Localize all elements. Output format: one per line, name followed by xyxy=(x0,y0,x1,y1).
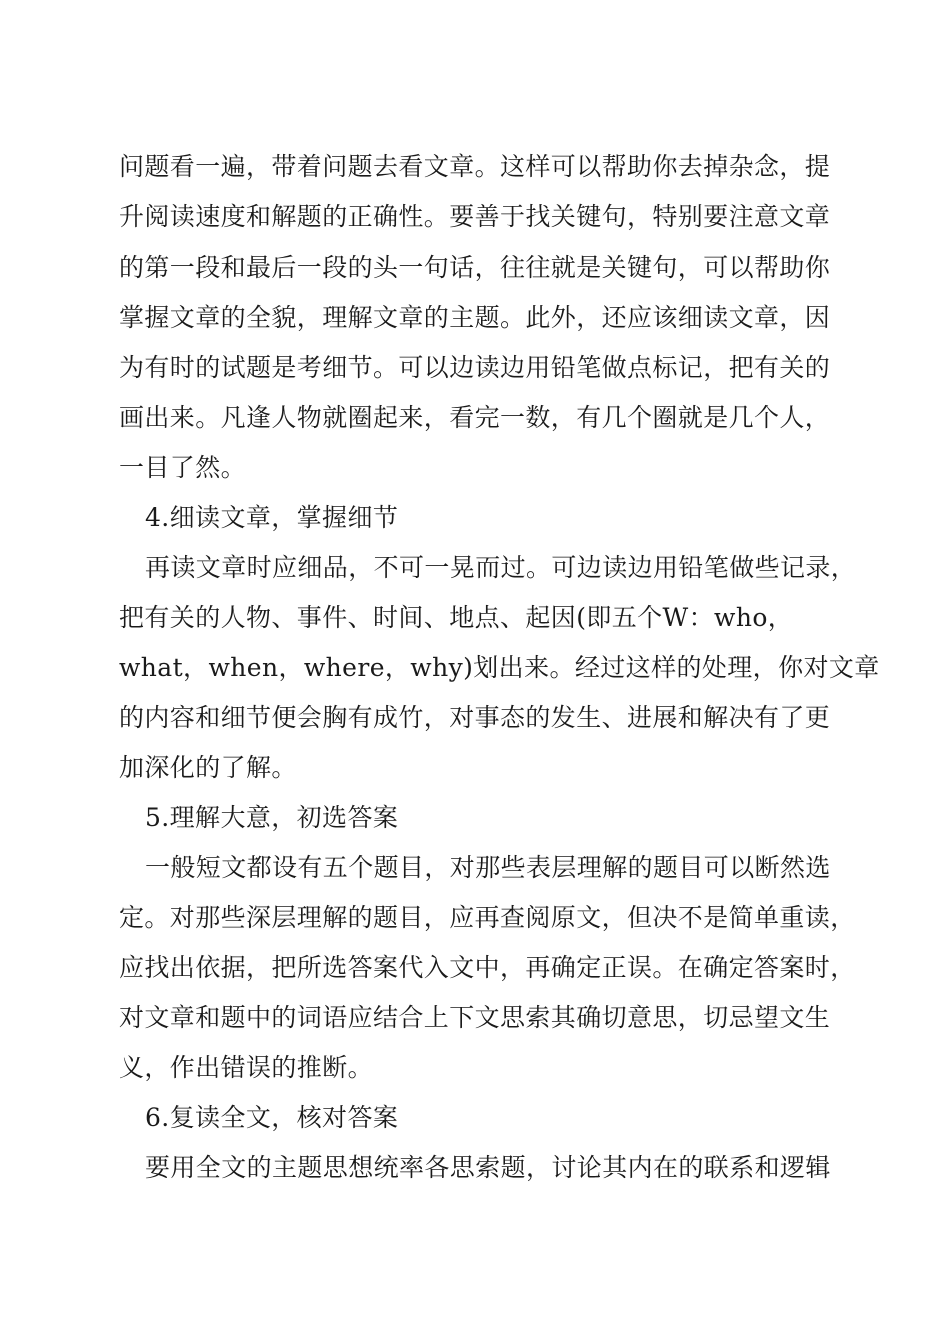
section-heading: 4.细读文章，掌握细节 xyxy=(145,503,399,532)
paragraph-line: 一目了然。 xyxy=(119,453,247,482)
paragraph-line: what，when，where，why)划出来。经过这样的处理，你对文章 xyxy=(119,653,880,682)
paragraph-line: 画出来。凡逢人物就圈起来，看完一数，有几个圈就是几个人， xyxy=(119,403,831,432)
paragraph-line: 的第一段和最后一段的头一句话，往往就是关键句，可以帮助你 xyxy=(119,253,831,282)
section-heading: 6.复读全文，核对答案 xyxy=(145,1103,399,1132)
paragraph-line: 升阅读速度和解题的正确性。要善于找关键句，特别要注意文章 xyxy=(119,202,831,231)
paragraph-line: 对文章和题中的词语应结合上下文思索其确切意思，切忌望文生 xyxy=(119,1003,831,1032)
paragraph-line: 定。对那些深层理解的题目，应再查阅原文，但决不是简单重读， xyxy=(119,903,856,932)
paragraph-line: 应找出依据，把所选答案代入文中，再确定正误。在确定答案时， xyxy=(119,953,856,982)
paragraph-line: 的内容和细节便会胸有成竹，对事态的发生、进展和解决有了更 xyxy=(119,703,831,732)
paragraph-line: 问题看一遍，带着问题去看文章。这样可以帮助你去掉杂念，提 xyxy=(119,152,831,181)
paragraph-line: 为有时的试题是考细节。可以边读边用铅笔做点标记，把有关的 xyxy=(119,353,831,382)
section-heading: 5.理解大意，初选答案 xyxy=(145,803,399,832)
paragraph-line: 要用全文的主题思想统率各思索题，讨论其内在的联系和逻辑 xyxy=(145,1153,831,1182)
paragraph-line: 把有关的人物、事件、时间、地点、起因(即五个W：who， xyxy=(119,603,794,632)
paragraph-line: 一般短文都设有五个题目，对那些表层理解的题目可以断然选 xyxy=(145,853,831,882)
paragraph-line: 掌握文章的全貌，理解文章的主题。此外，还应该细读文章，因 xyxy=(119,303,831,332)
paragraph-line: 再读文章时应细品，不可一晃而过。可边读边用铅笔做些记录， xyxy=(145,553,857,582)
paragraph-line: 加深化的了解。 xyxy=(119,753,297,782)
paragraph-line: 义，作出错误的推断。 xyxy=(119,1053,374,1082)
